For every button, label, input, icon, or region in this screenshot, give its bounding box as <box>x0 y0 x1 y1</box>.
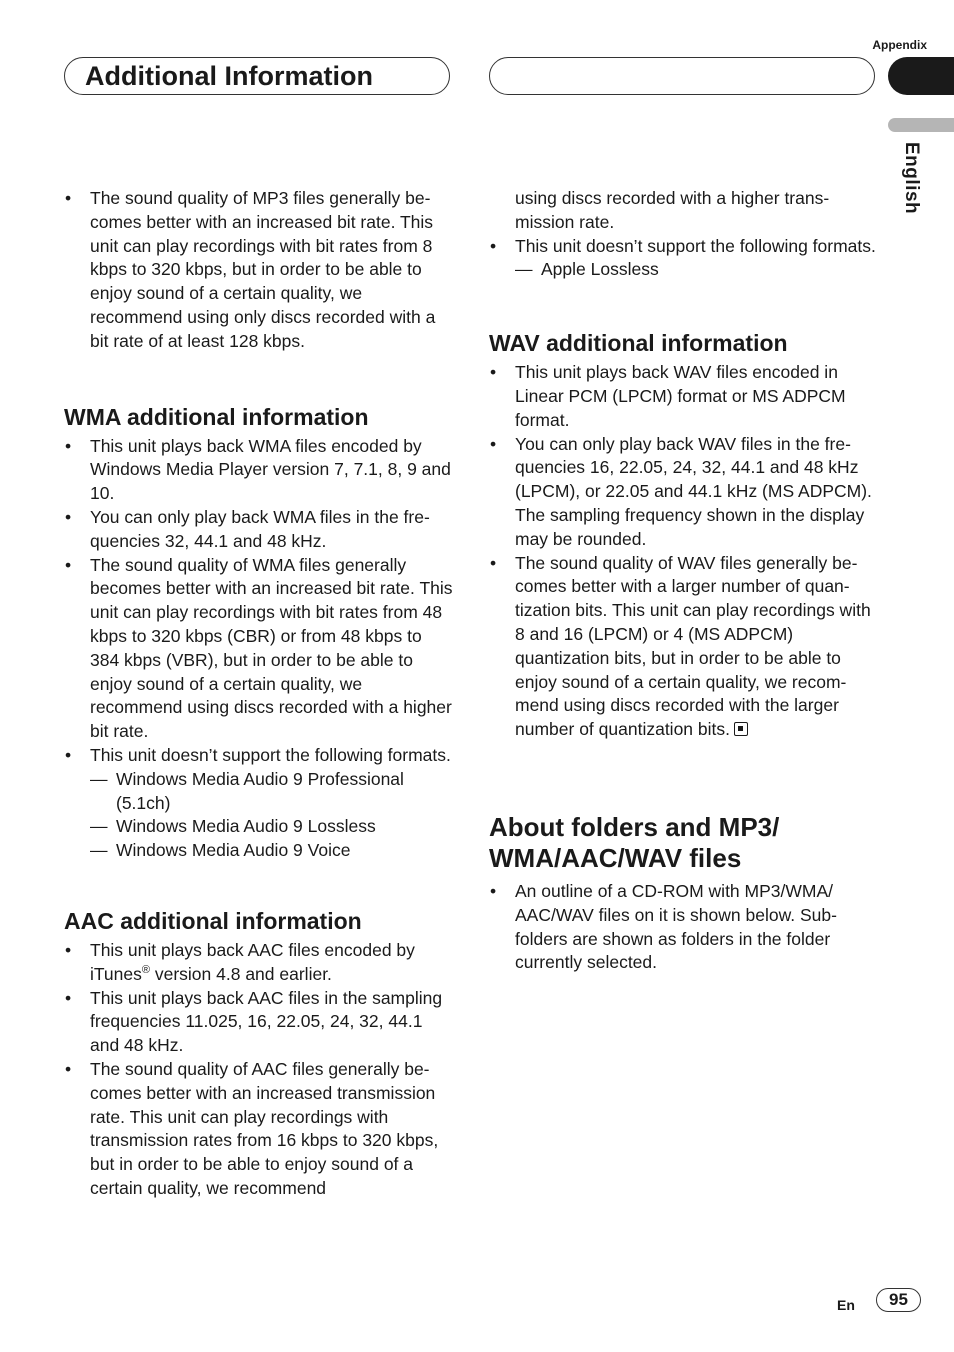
section-header-box <box>64 57 450 95</box>
list-item: • This unit plays back WAV files encoded in Linear PCM (LPCM) format or MS ADPCM format. <box>489 361 879 432</box>
list-item: • This unit plays back AAC files in the sampling frequencies 11.025, 16, 22.05, 24, 32, 44.1 and 48 kHz. <box>64 987 454 1058</box>
chapter-tab <box>888 57 954 95</box>
section-header-box-empty <box>489 57 875 95</box>
folders-heading: About folders and MP3/ WMA/AAC/WAV files <box>489 811 780 873</box>
page-number: 95 <box>876 1288 921 1312</box>
list-item: • This unit plays back WMA files encoded by Windows Media Player version 7, 7.1, 8, 9 and 10. <box>64 435 454 506</box>
footer-lang-code: En <box>837 1297 855 1313</box>
appendix-label: Appendix <box>872 38 927 52</box>
list-item: • The sound quality of WAV files generally becomes better with a larger number of quantization bits. This unit can play recordings with 8 and 16 (LPCM) or 4 (MS ADPCM) quantization bits, but in order to be able to enjoy sound of a certain quality, we recommend using discs recorded with the larger number of quantization bits. <box>489 552 879 742</box>
list-item: • The sound quality of AAC files generally becomes better with an increased transmission rate. This unit can play recordings with transmission rates from 16 kbps to 320 kbps, but in order to be able to enjoy sound of a certain quality, we recommend <box>64 1058 454 1201</box>
list-item: • This unit doesn’t support the following formats. <box>489 235 879 259</box>
language-tab: English <box>901 142 922 215</box>
wav-heading: WAV additional information <box>489 330 788 357</box>
continued-text: using discs recorded with a higher transmission rate. <box>515 188 830 232</box>
left-column <box>64 187 454 1201</box>
unsupported-format-item: — Windows Media Audio 9 Voice <box>90 840 351 861</box>
list-item: • The sound quality of MP3 files generally becomes better with an increased bit rate. This unit can play recordings with bit rates from 8 kbps to 320 kbps, but in order to be able to enjoy sound of a certain quality, we recommend using only discs recorded with a bit rate of at least 128 kbps. <box>64 187 454 354</box>
unsupported-format-item: — Apple Lossless <box>515 259 659 280</box>
unsupported-format-item: — Windows Media Audio 9 Professional (5.1ch) <box>90 768 404 813</box>
aac-heading: AAC additional information <box>64 907 362 934</box>
list-item: • This unit plays back AAC files encoded by iTunes® version 4.8 and earlier. <box>64 939 454 987</box>
right-column <box>489 187 879 975</box>
list-item: • This unit doesn’t support the following formats. <box>64 744 454 768</box>
list-item: • You can only play back WAV files in the frequencies 16, 22.05, 24, 32, 44.1 and 48 kHz (LPCM), or 22.05 and 44.1 kHz (MS ADPCM). The sampling frequency shown in the display may be rounded. <box>489 433 879 552</box>
list-item: • An outline of a CD-ROM with MP3/WMA/ AAC/WAV files on it is shown below. Subfolders are shown as folders in the folder currently selected. <box>489 880 879 975</box>
list-item: • The sound quality of WMA files generally becomes better with an increased bit rate. This unit can play recordings with bit rates from 48 kbps to 320 kbps (CBR) or from 48 kbps to 384 kbps (VBR), but in order to be able to enjoy sound of a certain quality, we recommend using discs recorded with a higher bit rate. <box>64 554 454 744</box>
section-title: Additional Information <box>85 61 373 91</box>
language-tab-marker <box>888 118 954 132</box>
unsupported-format-item: — Windows Media Audio 9 Lossless <box>90 816 376 837</box>
end-mark-icon <box>734 722 748 736</box>
list-item: • You can only play back WMA files in the frequencies 32, 44.1 and 48 kHz. <box>64 506 454 554</box>
wma-heading: WMA additional information <box>64 403 369 430</box>
